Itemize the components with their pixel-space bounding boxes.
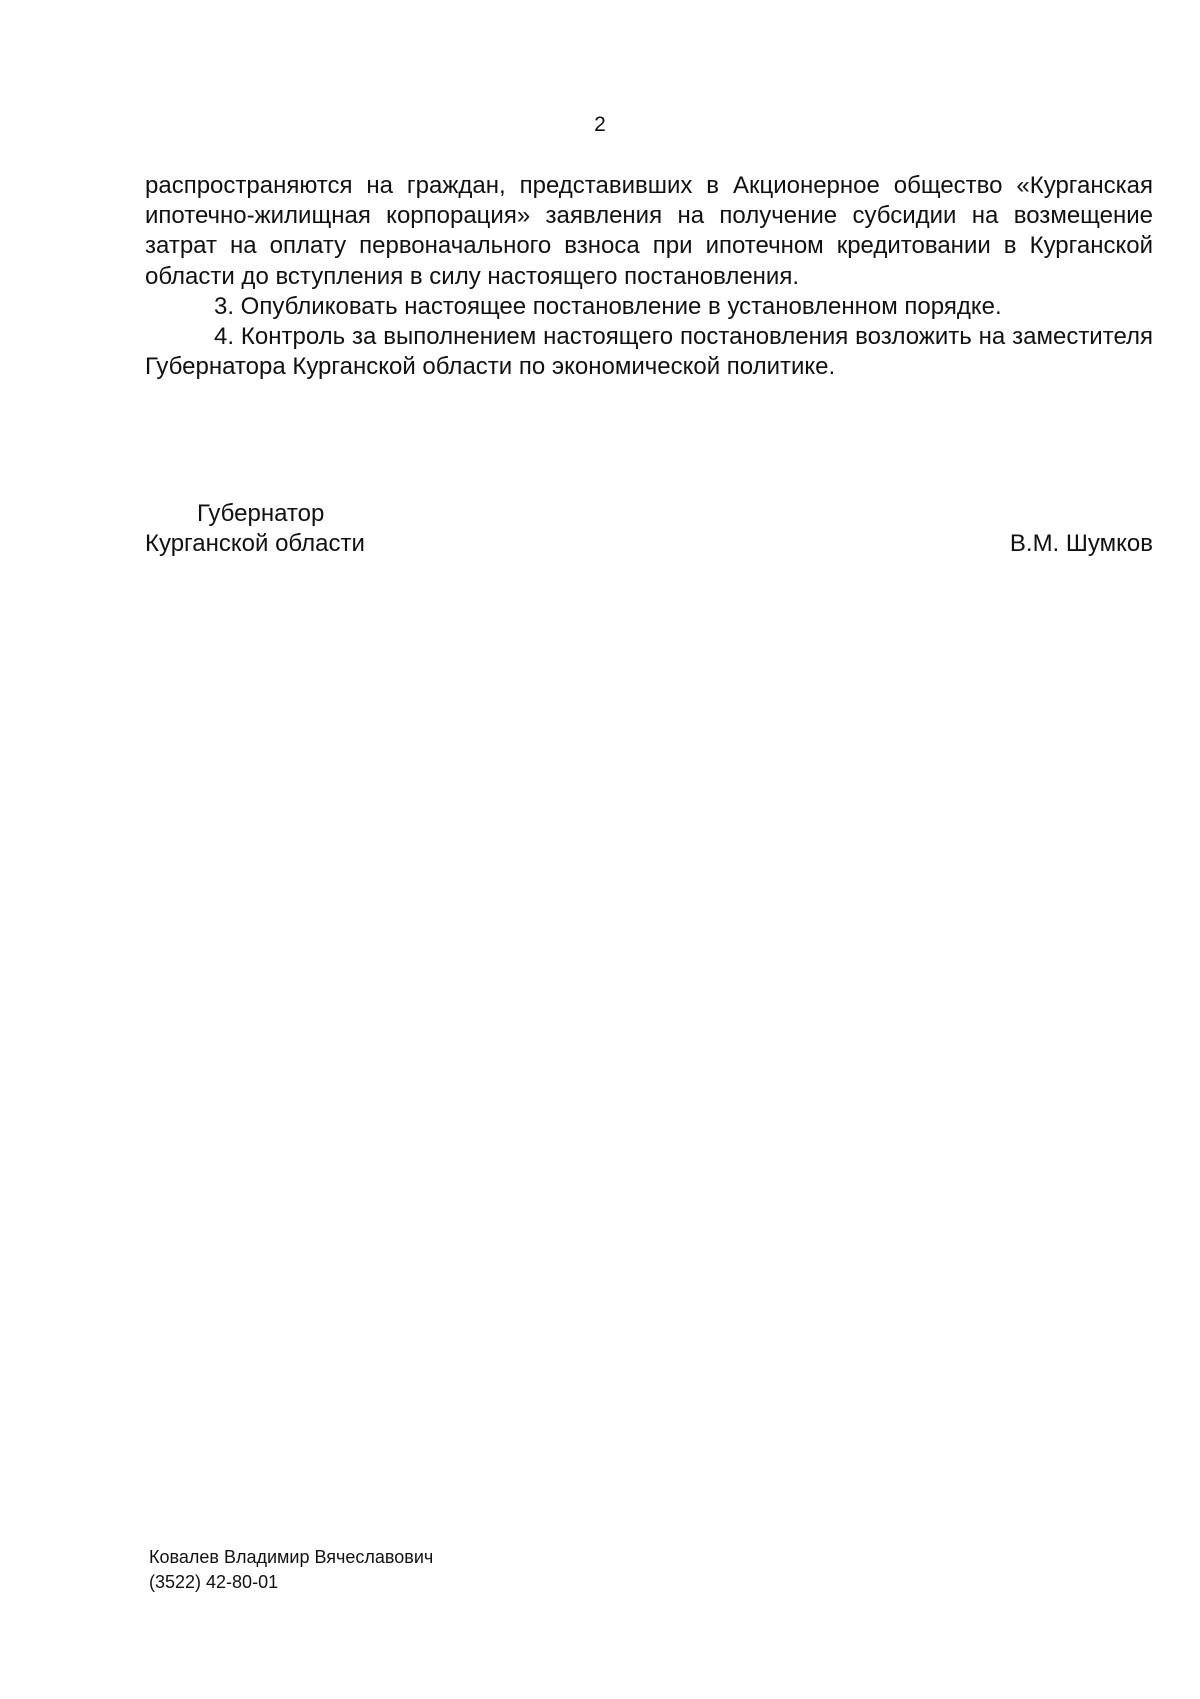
- paragraph-continuation: распространяются на граждан, представивших в Акционерное общество «Курганская ипотечно-жилищная корпорация» заявления на получение субсидии на возмещение затрат на оплату первоначального взноса при ипотечном кредитовании в Курганской области до вступления в силу настоящего постановления.: [145, 172, 1153, 290]
- signatory-name: В.М. Шумков: [1009, 530, 1153, 557]
- signatory-region: Курганской области: [145, 530, 365, 557]
- page-number: 2: [594, 113, 606, 136]
- executor-info: [149, 1545, 433, 1595]
- executor-name: Ковалев Владимир Вячеславович: [149, 1547, 434, 1567]
- signatory-position: [145, 499, 365, 559]
- paragraph-item-3: 3. Опубликовать настоящее постановление в установленном порядке.: [214, 292, 1002, 320]
- signatory-title: Губернатор: [197, 500, 325, 527]
- paragraph-item-4: 4. Контроль за выполнением настоящего постановления возложить на заместителя Губернатора Курганской области по экономической политике.: [145, 323, 1153, 381]
- executor-phone: (3522) 42-80-01: [149, 1572, 279, 1592]
- document-body: [145, 171, 1153, 382]
